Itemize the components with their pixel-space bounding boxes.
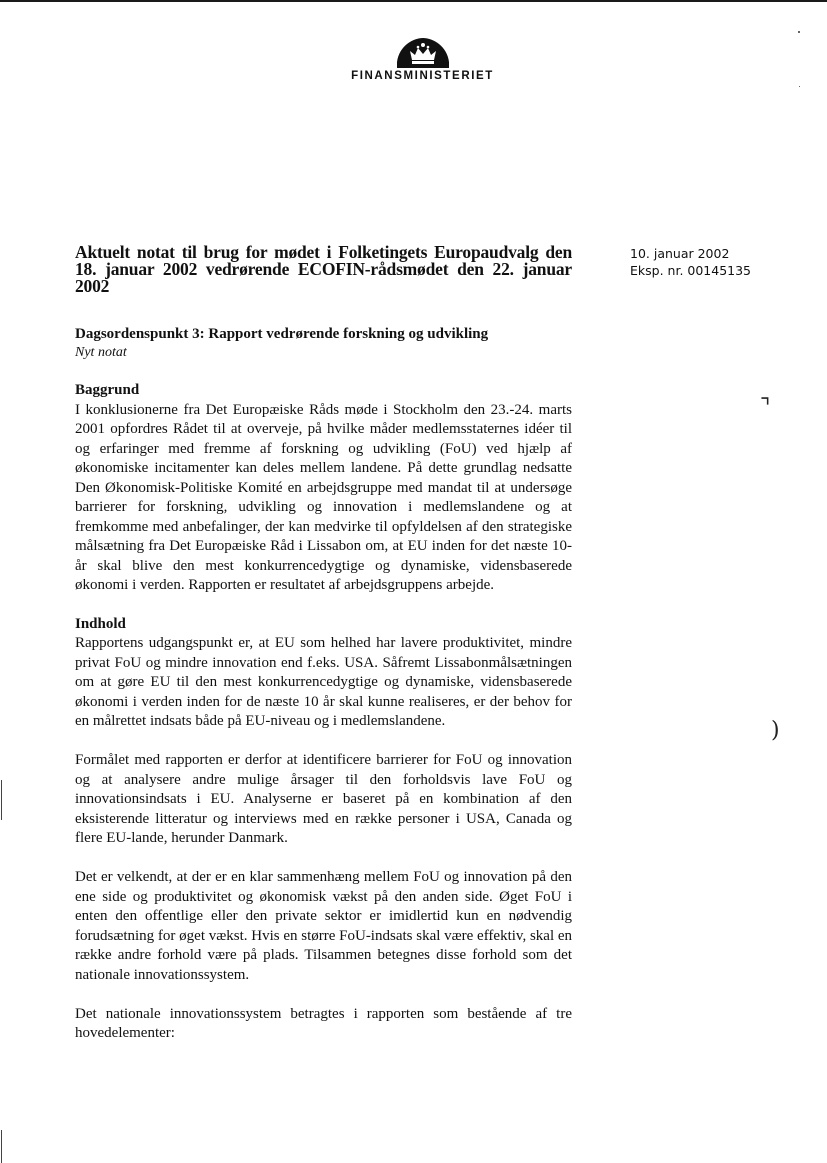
section-content [75, 615, 572, 1044]
margin-bracket-mark: ⌝ [760, 395, 771, 420]
scan-speck [798, 31, 800, 33]
section-background [75, 381, 572, 596]
paragraph: Rapportens udgangspunkt er, at EU som helhed har lavere produktivitet, mindre privat FoU og mindre innovation end f.eks. USA. Såfremt Lissabonmålsætningen om at gøre EU til den mest konkurrencedygtige og dynamiske, vidensbaserede økonomi i verden inden for de næste 10 år skal kunne realiseres, er der behov for en målrettet indsats både på EU-niveau og i medlemslandene. [75, 635, 572, 729]
reference-number: Eksp. nr. 00145135 [630, 263, 752, 278]
document-date: 10. januar 2002 [630, 246, 730, 261]
margin-bracket-mark: ) [771, 718, 780, 743]
agenda-item: Dagsordenspunkt 3: Rapport vedrørende forskning og udvikling [75, 326, 489, 342]
note-type: Nyt notat [75, 345, 127, 360]
crown-logo-icon [395, 36, 451, 68]
paragraph: Formålet med rapporten er derfor at identificere barrierer for FoU og innovation og at analysere andre mulige årsager til den forholdsvis lave FoU og innovationsindsats i EU. Analyserne er baseret på en kombination af den eksisterende litteratur og interviews med en række personer i USA, Canada og flere EU-lande, herunder Danmark. [75, 752, 572, 846]
page-top-edge [0, 0, 827, 2]
document-meta [630, 245, 751, 279]
ministry-name: FINANSMINISTERIET [351, 70, 494, 82]
section-heading: Baggrund [75, 382, 140, 398]
scan-speck [799, 86, 800, 87]
paragraph: I konklusionerne fra Det Europæiske Råds møde i Stockholm den 23.-24. marts 2001 opfordres Rådet til at overveje, på hvilke måder medlemsstaternes idéer til og erfaringer med fremme af forskning og udvikling (FoU) ved hjælp af økonomiske incitamenter kan deles mellem landene. På dette grundlag nedsatte Den Økonomisk-Politiske Komité en arbejdsgruppe med mandat til at undersøge barrierer for forskning, udvikling og innovation i medlemslandene og at fremkomme med anbefalinger, der kan medvirke til opfyldelsen af den strategiske målsætning fra Det Europæiske Råd i Lissabon om, at EU inden for det næste 10-år skal blive den mest konkurrencedygtige og dynamiske, vidensbaserede økonomi i verden. Rapporten er resultatet af arbejdsgruppens arbejde. [75, 401, 572, 593]
document-title: Aktuelt notat til brug for mødet i Folketingets Europaudvalg den 18. januar 2002 vedrørende ECOFIN-rådsmødet den 22. januar 2002 [75, 242, 572, 296]
section-heading: Indhold [75, 615, 126, 632]
paragraph: Det nationale innovationssystem betragtes i rapporten som bestående af tre hovedelementer: [75, 1005, 572, 1041]
scan-mark [1, 780, 2, 820]
paragraph: Det er velkendt, at der er en klar sammenhæng mellem FoU og innovation på den ene side og produktivitet og økonomisk vækst på den anden side. Øget FoU i enten den offentlige eller den private sektor er imidlertid kun en nødvendig forudsætning for øget vækst. Hvis en større FoU-indsats skal være effektiv, skal en række andre forhold være på plads. Tilsammen betegnes disse forhold som det nationale innovationssystem. [75, 869, 573, 983]
document-body [75, 244, 572, 1044]
scan-mark [1, 1130, 2, 1163]
